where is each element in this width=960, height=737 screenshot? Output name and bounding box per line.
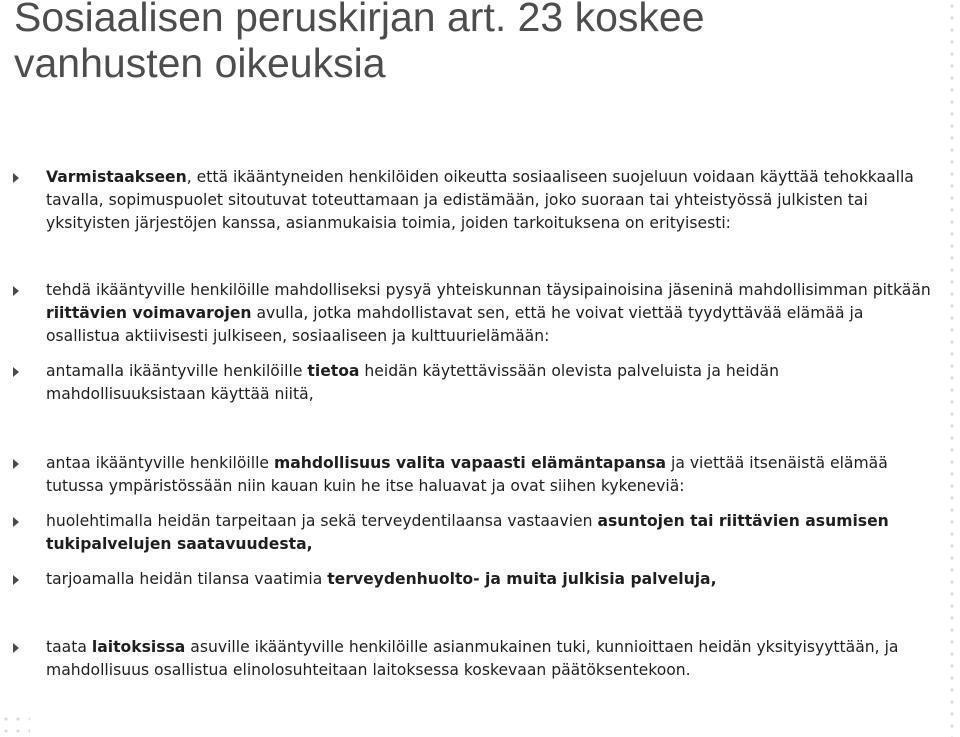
bullet-plain-text: asuville ikääntyville henkilöille asianmukainen tuki, kunnioittaen heidän yksityisyyttään, ja mahdollisuus osallistua elinolosuhteitaan laitoksessa koskevaan päätöksentekoon. — [46, 638, 899, 679]
bullet-item — [46, 510, 936, 556]
bullet-item — [46, 452, 936, 498]
bullet-item — [46, 360, 936, 406]
bullet-text — [46, 281, 931, 345]
bullet-arrow-icon — [13, 643, 19, 653]
bullet-bold-text: terveydenhuolto- ja muita julkisia palveluja, — [327, 570, 717, 588]
bullet-item — [46, 279, 936, 348]
bullet-arrow-icon — [13, 367, 19, 377]
bullet-item — [46, 636, 936, 682]
bullet-text — [46, 638, 898, 679]
decorative-corner-dots — [0, 713, 30, 737]
bullet-arrow-icon — [13, 459, 19, 469]
bullet-text — [46, 168, 914, 232]
bullet-bold-text: tietoa — [307, 362, 360, 380]
bullet-plain-text: heidän käytettävissään olevista palveluista ja heidän mahdollisuuksistaan käyttää niitä, — [46, 362, 779, 403]
bullet-text — [46, 362, 779, 403]
bullet-bold-text: mahdollisuus valita vapaasti elämäntapansa — [273, 454, 667, 472]
slide-title-line-1: Sosiaalisen peruskirjan art. 23 koskee — [14, 0, 705, 40]
bullet-arrow-icon — [13, 517, 19, 527]
bullet-item — [46, 166, 936, 235]
bullet-text — [46, 570, 717, 588]
bullet-text — [46, 454, 888, 495]
bullet-plain-text: tehdä ikääntyville henkilöille mahdolliseksi pysyä yhteiskunnan täysipainoisina jäseninä mahdollisimman pitkään — [46, 281, 931, 299]
bullet-item — [46, 568, 936, 591]
decorative-dot-pattern — [942, 0, 960, 737]
slide-title — [14, 0, 914, 86]
bullet-plain-text: antaa ikääntyville henkilöille — [46, 454, 274, 472]
bullet-plain-text: taata — [46, 638, 92, 656]
bullet-plain-text: tarjoamalla heidän tilansa vaatimia — [46, 570, 328, 588]
bullet-text — [46, 512, 889, 553]
bullet-bold-text: Varmistaakseen — [46, 168, 187, 186]
bullet-arrow-icon — [13, 286, 19, 296]
bullet-bold-text: riittävien voimavarojen — [46, 304, 252, 322]
bullet-plain-text: ja viettää itsenäistä elämää tutussa ympäristössään niin kauan kuin he itse haluavat ja ovat siihen kykeneviä: — [46, 454, 888, 495]
bullet-bold-text: laitoksissa — [91, 638, 186, 656]
bullet-plain-text: antamalla ikääntyville henkilöille — [46, 362, 308, 380]
bullet-arrow-icon — [13, 575, 19, 585]
bullet-bold-text: asuntojen tai riittävien asumisen tukipalvelujen saatavuudesta, — [46, 512, 889, 553]
bullet-arrow-icon — [13, 173, 19, 183]
bullet-plain-text: avulla, jotka mahdollistavat sen, että he voivat viettää tyydyttävää elämää ja osallistua aktiivisesti julkiseen, sosiaaliseen ja kulttuurielämään: — [46, 304, 864, 345]
bullet-plain-text: , että ikääntyneiden henkilöiden oikeutta sosiaaliseen suojeluun voidaan käyttää tehokkaalla tavalla, sopimuspuolet sitoutuvat toteuttamaan ja edistämään, joko suoraan tai yhteistyössä julkisten tai yksityisten järjestöjen kanssa, asianmukaisia toimia, joiden tarkoituksena on erityisesti: — [46, 168, 914, 232]
slide-title-line-2: vanhusten oikeuksia — [14, 40, 386, 86]
bullet-plain-text: huolehtimalla heidän tarpeitaan ja sekä terveydentilaansa vastaavien — [46, 512, 598, 530]
